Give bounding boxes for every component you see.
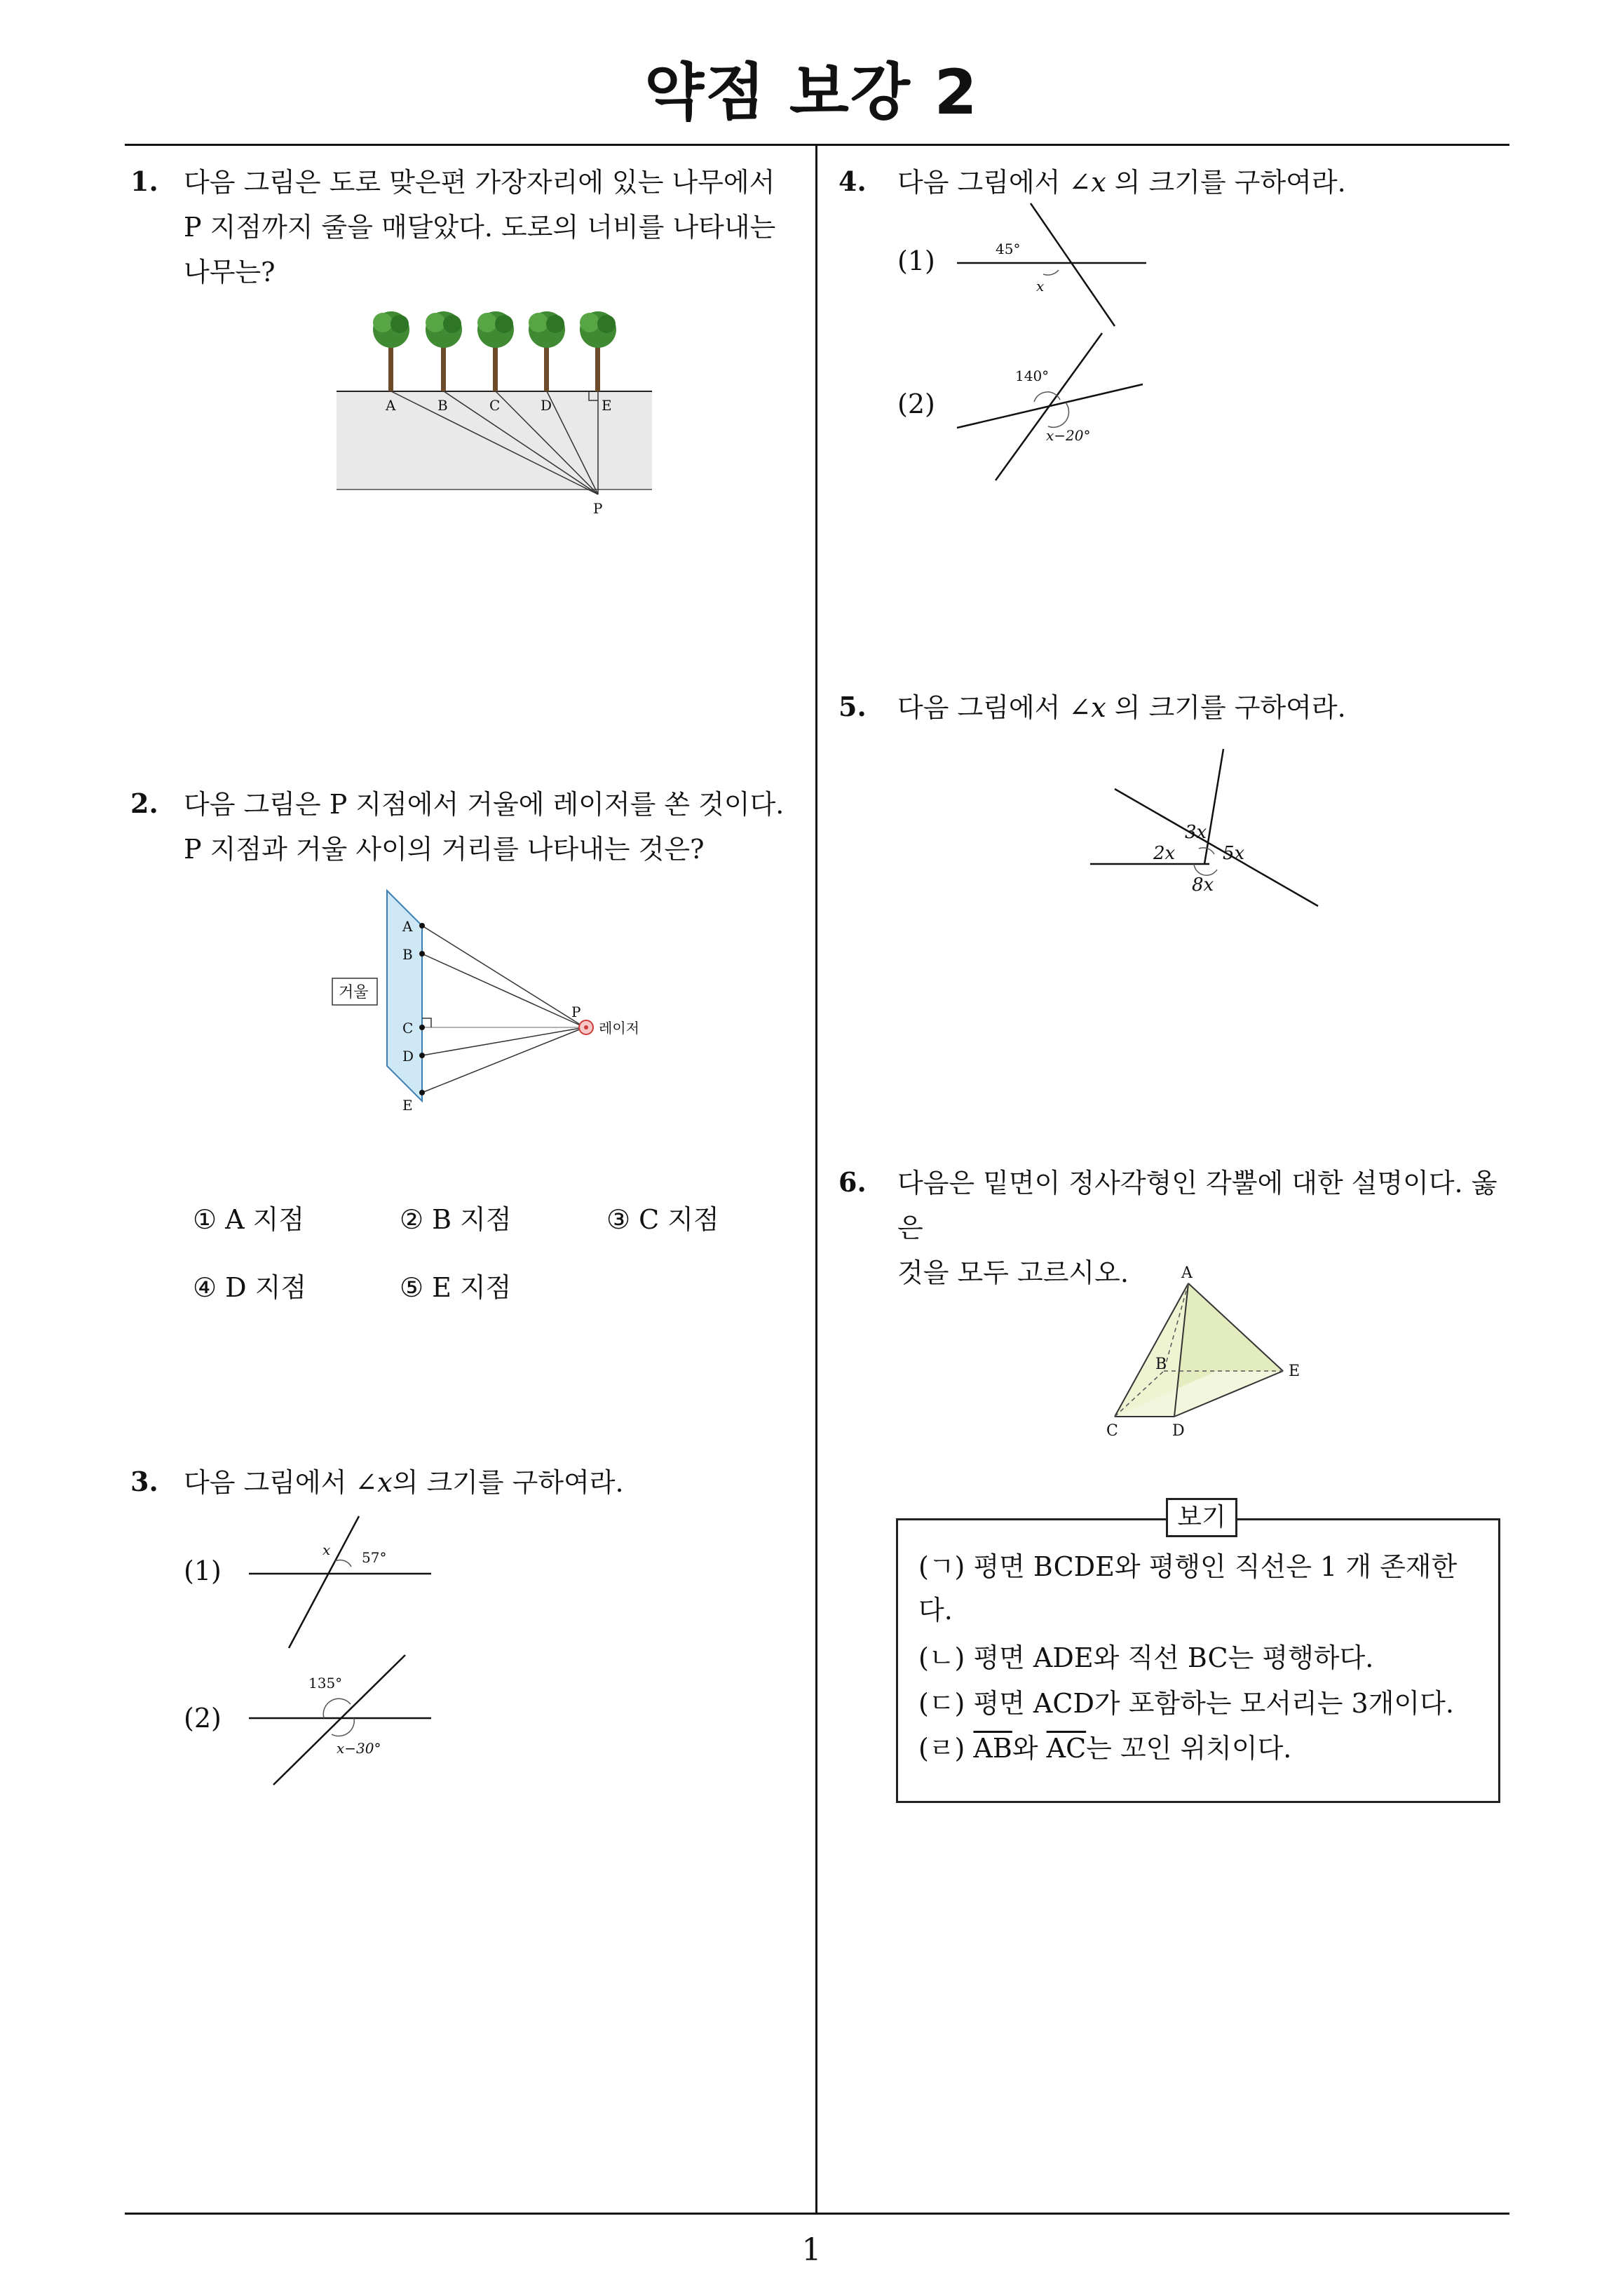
q3-var: x [377,1467,393,1498]
tree-icon [580,311,616,391]
q1-label-d: D [541,397,552,414]
bogi-item-r: (ㄹ) $\overline{AB}$와 $\overline{AC}$는 꼬인 위치이다. [918,1733,1292,1764]
q3-sub-1: (1) [184,1555,222,1586]
q4-text: 다음 그림에서 ∠x 의 크기를 구하여라. [897,167,1346,198]
laser-label: 레이저 [599,1020,639,1036]
q2-option-4[interactable]: ④ D 지점 [193,1272,307,1303]
q2-label-c: C [402,1020,414,1036]
q2-text [184,782,808,872]
q5-text: 다음 그림에서 ∠x 의 크기를 구하여라. [897,692,1346,723]
q2-option-5[interactable]: ⑤ E 지점 [400,1272,512,1303]
q2-label-d: D [402,1048,414,1065]
tree-icon [529,311,565,391]
q3-fig2-x30: x−30° [337,1740,381,1757]
q5-fig-8x: 8x [1192,874,1214,896]
q4-sub-2: (2) [897,389,935,419]
q6-line-1: 다음은 밑면이 정사각형인 각뿔에 대한 설명이다. 옳은 [897,1168,1498,1243]
bogi-item-n: (ㄴ) 평면 ADE와 직선 BC는 평행하다. [918,1642,1374,1673]
q4-fig2-x20: x−20° [1046,427,1091,444]
q1-label-c: C [489,397,501,414]
laser-lines [422,926,585,1093]
q2-label-p: P [571,1004,581,1020]
q5-var: x [1091,692,1106,723]
page-number: 1 [801,2232,822,2268]
q6-label-c: C [1106,1422,1118,1440]
tree-row [373,311,616,391]
segment-ac: $\overline{AC}$ [1046,1733,1087,1764]
q5-figure [1087,743,1332,912]
q3-number: 3. [130,1466,158,1497]
q4-var: x [1091,167,1106,198]
q1-line-2: P 지점까지 줄을 매달았다. 도로의 너비를 나타내는 [184,212,776,243]
q3-figure-2 [245,1652,435,1792]
q5-fig-3x: 3x [1185,822,1207,843]
q6-label-d: D [1172,1422,1185,1440]
q2-line-1: 다음 그림은 P 지점에서 거울에 레이저를 쏜 것이다. [184,789,785,820]
page-title: 약점 보강 2 [644,56,979,128]
footer-rule [125,2213,1509,2215]
q1-label-a: A [386,397,396,414]
tree-icon [373,311,409,391]
q2-number: 2. [130,788,158,819]
q6-pyramid-figure [1101,1262,1325,1452]
q2-mirror-figure [322,884,673,1115]
q4-figure-1 [953,200,1150,333]
q2-option-2[interactable]: ② B 지점 [400,1204,512,1235]
q5-fig-2x: 2x [1153,843,1176,864]
q1-label-p: P [593,500,603,517]
tree-icon [477,311,514,391]
q2-line-2: P 지점과 거울 사이의 거리를 나타내는 것은? [184,834,705,865]
q3-fig1-57: 57° [362,1549,387,1566]
q6-line-2: 것을 모두 고르시오. [897,1257,1129,1288]
q2-option-3[interactable]: ③ C 지점 [606,1204,719,1235]
q1-number: 1. [130,166,158,197]
q2-label-e: E [402,1097,413,1114]
q2-option-1[interactable]: ① A 지점 [193,1204,305,1235]
q4-sub-1: (1) [897,245,935,276]
q4-number: 4. [838,166,867,197]
q1-text [184,160,808,295]
q6-label-e: E [1289,1363,1301,1380]
q5-number: 5. [838,691,867,722]
segment-ab: $\overline{AB}$ [973,1733,1012,1764]
q1-line-1: 다음 그림은 도로 맞은편 가장자리에 있는 나무에서 [184,167,775,198]
mirror-label: 거울 [339,984,369,1001]
column-divider [815,144,817,2215]
q4-fig1-x: x [1036,278,1045,295]
bogi-item-d: (ㄷ) 평면 ACD가 포함하는 모서리는 3개이다. [918,1688,1454,1719]
q2-label-a: A [402,918,413,935]
bogi-title: 보기 [1166,1498,1237,1537]
q4-figure-2 [953,330,1150,484]
tree-icon [426,311,462,391]
q3-sub-2: (2) [184,1703,222,1734]
q1-road-figure [330,302,659,533]
q6-number: 6. [838,1166,867,1198]
q1-label-e: E [602,397,612,414]
q1-label-b: B [437,397,448,414]
q6-label-a: A [1181,1264,1193,1282]
q5-fig-5x: 5x [1223,843,1245,864]
q3-text: 다음 그림에서 ∠x의 크기를 구하여라. [184,1467,624,1498]
q1-line-3: 나무는? [184,257,276,288]
q4-fig1-45: 45° [996,241,1021,257]
q3-fig1-x: x [322,1541,331,1558]
q6-label-b: B [1155,1356,1167,1373]
bogi-item-g: (ㄱ) 평면 BCDE와 평행인 직선은 1 개 존재한 다. [918,1551,1458,1626]
q3-figure-1 [245,1515,435,1655]
q4-fig2-140: 140° [1015,367,1050,384]
q3-fig2-135: 135° [308,1675,343,1691]
q2-label-b: B [402,946,413,963]
